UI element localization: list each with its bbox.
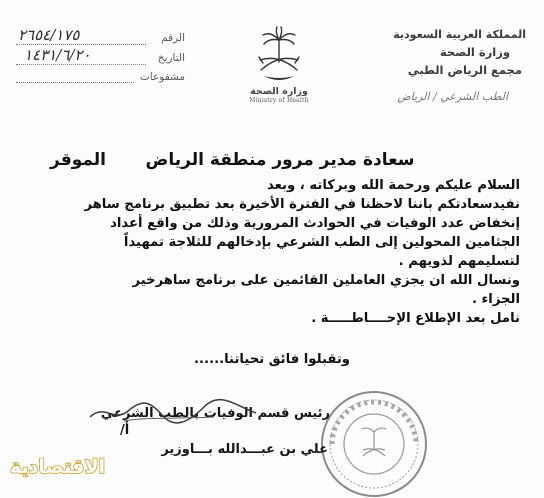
body-line: إنخفاض عدد الوفيات في الحوادث المرورية وذلك من واقع أعداد — [110, 216, 520, 231]
reference-date-row — [14, 46, 189, 68]
reference-date-value: ١٤٣١/٦/٢٠ — [24, 46, 91, 64]
letter-body — [20, 176, 520, 328]
publication-watermark-logo: الاقتصادية — [10, 456, 106, 478]
attachments-label: مشفوعات — [139, 71, 185, 83]
handwritten-signature-icon — [84, 397, 264, 427]
reference-number-value: ٢٦٥٤/١٧٥ — [18, 26, 80, 44]
emblem-caption: وزارة الصحة — [250, 86, 308, 97]
addressee-text: سعادة مدير مرور منطقة الرياض — [145, 150, 415, 170]
reference-number-label: الرقم — [161, 32, 185, 44]
body-line-greeting: السلام عليكم ورحمة الله وبركاته ، وبعد — [266, 178, 520, 193]
body-line: الجزاء . — [471, 292, 520, 307]
signature-prefix: أ/ — [120, 423, 130, 438]
org-ministry: وزارة الصحة — [440, 45, 510, 59]
signature-scribble — [84, 397, 264, 427]
org-complex: مجمع الرياض الطبي — [407, 63, 522, 77]
ministry-emblem — [244, 24, 314, 104]
attachments-row — [14, 70, 189, 86]
palm-swords-emblem-icon — [244, 24, 314, 82]
attachments-dots — [16, 72, 134, 83]
body-line-request: نامل بعد الإطلاع الإحــــاطـــــة . — [311, 311, 520, 326]
reference-number-dots — [16, 34, 146, 45]
body-line: لتسليمهم لذويهم . — [398, 254, 520, 269]
organization-block — [356, 28, 526, 77]
org-handwritten-note: الطب الشرعي / الرياض — [397, 90, 508, 103]
org-country: المملكة العربية السعودية — [393, 28, 526, 41]
addressee-title — [116, 150, 444, 170]
body-line: ونسال الله ان يجزي العاملين القائمين على برنامج ساهرخير — [132, 273, 520, 288]
signatory-name: علي بن عبـــدالله بـــاوزير — [161, 442, 328, 457]
addressee-honorific: الموقر — [50, 150, 106, 170]
official-stamp — [318, 388, 430, 498]
reference-date-label: التاريخ — [157, 52, 185, 64]
reference-date-dots — [16, 54, 146, 65]
emblem-caption-english: Ministry of Health — [249, 97, 309, 104]
body-line: الجثامين المحولين إلى الطب الشرعي بإدخالهم للثلاجة تمهيداً — [123, 235, 520, 250]
signature-title: رئيس قسم الوفيات بالطب الشرعي — [100, 406, 330, 421]
body-line: نفيدسعادتكم باننا لاحظنا في الفترة الأخيرة بعد تطبيق برنامج ساهر — [84, 197, 520, 212]
closing-line: وتقبلوا فائق تحياتنا...... — [194, 352, 350, 367]
round-stamp-icon — [318, 388, 430, 498]
